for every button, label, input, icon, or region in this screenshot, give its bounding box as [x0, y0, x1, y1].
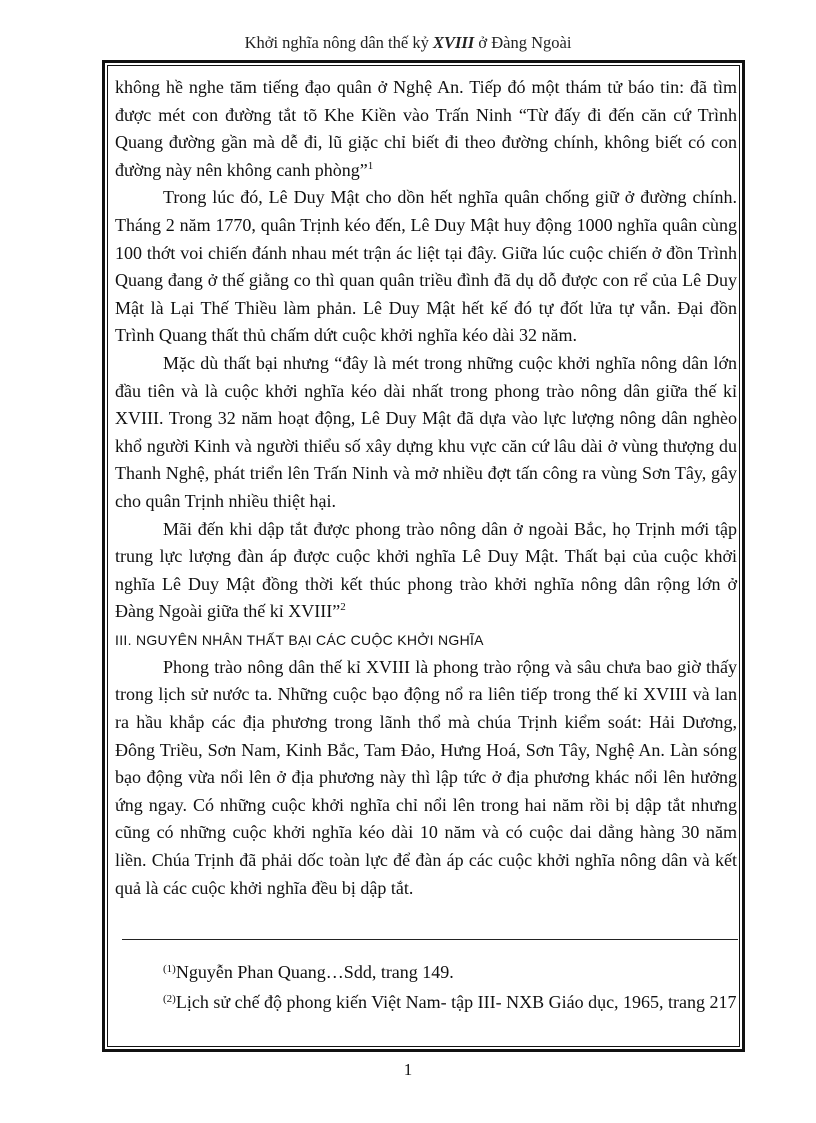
footnote-marker-1: (1): [163, 963, 176, 975]
running-header: [0, 33, 816, 53]
footnote-marker-2: (2): [163, 993, 176, 1005]
header-title-end: ở Đàng Ngoài: [478, 33, 572, 52]
paragraph-3: Mặc dù thất bại nhưng “đây là mét trong những cuộc khởi nghĩa nông dân lớn đầu tiên và là cuộc khởi nghĩa kéo dài nhất trong phong trào nông dân giữa thế kỉ XVIII. Trong 32 năm hoạt động, Lê Duy Mật đã dựa vào lực lượng nông dân nghèo khổ người Kinh và người thiểu số xây dựng khu vực căn cứ lâu dài ở vùng thượng du Thanh Nghệ, phát triển lên Trấn Ninh và mở nhiều đợt tấn công ra vùng Sơn Tây, gây cho quân Trịnh nhiều thiệt hại.: [115, 352, 737, 511]
footnote-1: [115, 957, 737, 987]
paragraph-2: Trong lúc đó, Lê Duy Mật cho dồn hết nghĩa quân chống giữ ở đường chính. Tháng 2 năm 1770, quân Trịnh kéo đến, Lê Duy Mật huy động 1000 nghĩa quân cùng 100 thớt voi chiến đánh nhau mét trận ác liệt tại đây. Giữa lúc cuộc chiến ở đồn Trình Quang đang ở thế giằng co thì quan quân triều đình đã dụ dỗ được con rể của Lê Duy Mật là Lại Thế Thiều làm phản. Lê Duy Mật hết kế đó tự đốt lửa tự vẫn. Đại đồn Trình Quang thất thủ chấm dứt cuộc khởi nghĩa kéo dài 32 năm.: [115, 187, 737, 346]
footnote-2: [115, 987, 737, 1017]
header-title-start: Khởi nghĩa nông dân thế kỷ: [244, 33, 429, 52]
page-number: 1: [403, 1060, 413, 1079]
body-text: [115, 74, 737, 902]
footnote-text-1: Nguyễn Phan Quang…Sdd, trang 149.: [175, 962, 454, 982]
footnote-ref-1[interactable]: 1: [367, 159, 374, 172]
section-heading: III. NGUYÊN NHÂN THẤT BẠI CÁC CUỘC KHỞI NGHĨA: [115, 631, 484, 648]
paragraph-4: Mãi đến khi dập tắt được phong trào nông dân ở ngoài Bắc, họ Trịnh mới tập trung lực lượng đàn áp được cuộc khởi nghĩa Lê Duy Mật. Thất bại của cuộc khởi nghĩa Lê Duy Mật đồng thời kết thúc phong trào khởi nghĩa nông dân rộng lớn ở Đàng Ngoài giữa thế kỉ XVIII”$^2$: [115, 518, 737, 622]
footnotes: [115, 957, 737, 1017]
paragraph-5: Phong trào nông dân thế kỉ XVIII là phong trào rộng và sâu chưa bao giờ thấy trong lịch sử nước ta. Những cuộc bạo động nổ ra liên tiếp trong thế kỉ XVIII và lan ra hầu khắp các địa phương trong lãnh thổ mà chúa Trịnh kiểm soát: Hải Dương, Đông Triều, Sơn Nam, Kinh Bắc, Tam Đảo, Hưng Hoá, Sơn Tây, Nghệ An. Làn sóng bạo động vừa nổi lên ở địa phương này thì lập tức ở địa phương khác nổi lên hưởng ứng ngay. Có những cuộc khởi nghĩa chỉ nổi lên trong hai năm rồi bị dập tắt nhưng cũng có những cuộc khởi nghĩa kéo dài 10 năm và có cuộc dai dẳng hàng 30 năm liền. Chúa Trịnh đã phải dốc toàn lực để đàn áp các cuộc khởi nghĩa nông dân và kết quả là các cuộc khởi nghĩa đều bị dập tắt.: [115, 656, 737, 898]
footnote-divider: [122, 939, 738, 940]
footnote-text-2: Lịch sử chế độ phong kiến Việt Nam- tập III- NXB Giáo dục, 1965, trang 217: [175, 992, 737, 1012]
footnote-ref-2[interactable]: 2: [340, 601, 346, 614]
paragraph-1: không hề nghe tăm tiếng đạo quân ở Nghệ An. Tiếp đó một thám tử báo tin: đã tìm được mét con đường tắt tõ Khe Kiền vào Trấn Ninh “Từ đấy đi đến căn cứ Trình Quang đường gần mà dễ đi, lũ giặc chỉ biết đi theo đường chính, không biết có con đường này nên không canh phòng”$^1$: [115, 77, 737, 180]
header-title-century: XVIII: [432, 33, 475, 52]
